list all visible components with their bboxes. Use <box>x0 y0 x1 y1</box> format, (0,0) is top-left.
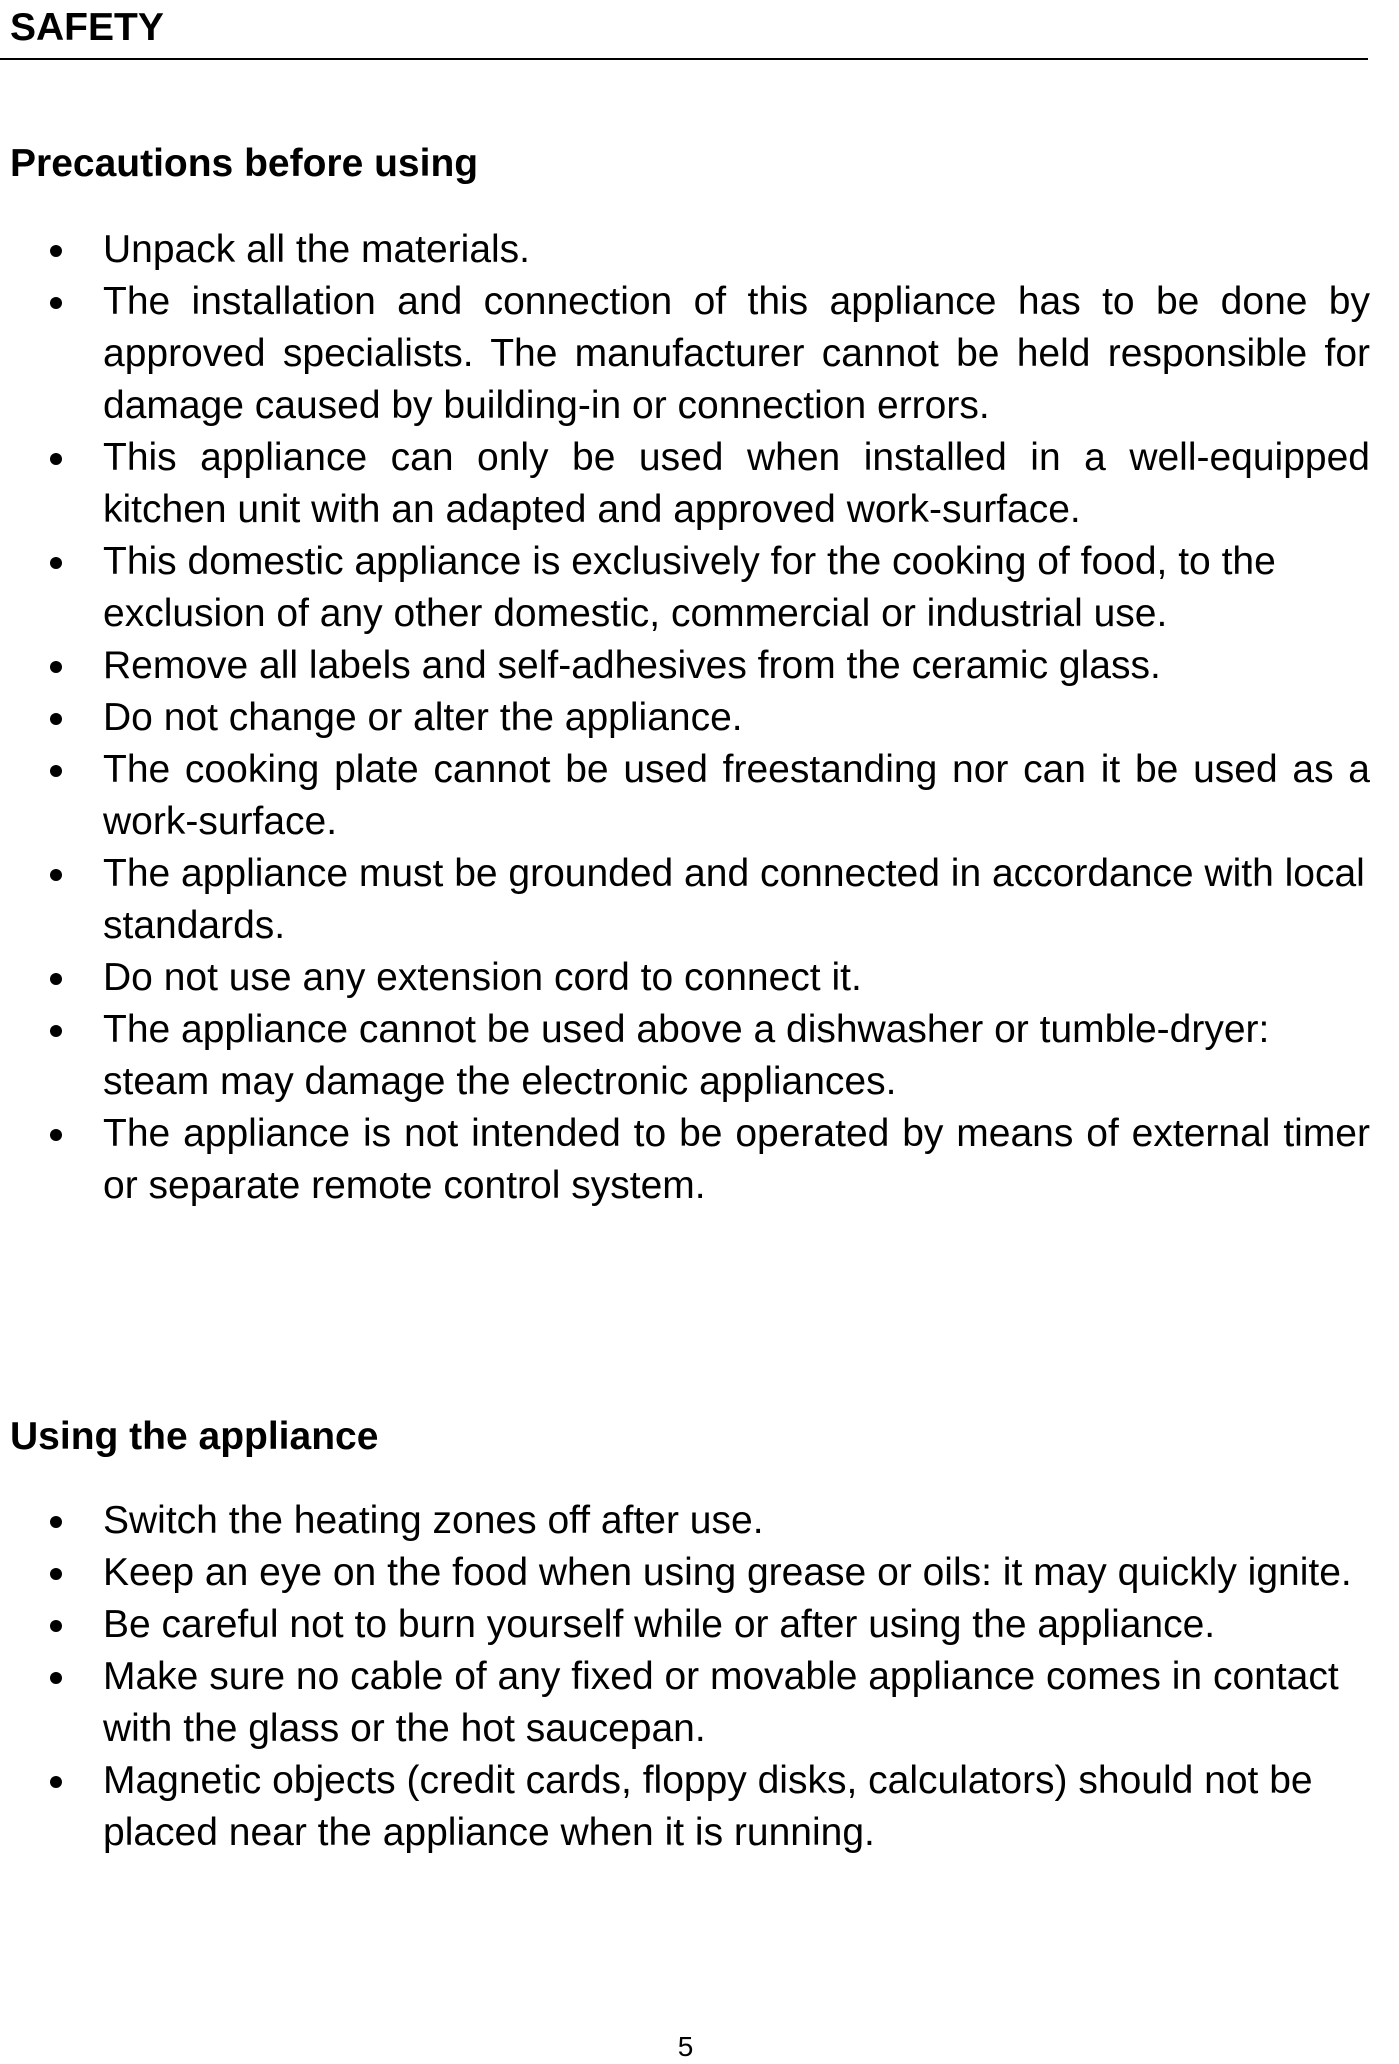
list-item-text: Do not change or alter the appliance. <box>103 696 743 739</box>
bullet-icon <box>50 1516 62 1528</box>
bullet-icon <box>50 869 62 881</box>
list-item <box>0 1599 1370 1651</box>
list-item <box>0 276 1370 432</box>
list-item-text: Switch the heating zones off after use. <box>103 1499 764 1542</box>
list-item-text: Be careful not to burn yourself while or after using the appliance. <box>103 1603 1216 1646</box>
list-item <box>0 744 1370 848</box>
list-item-text: Make sure no cable of any fixed or movable appliance comes in contact with the glass or the hot saucepan. <box>103 1655 1339 1750</box>
list-item <box>0 848 1370 952</box>
list-item <box>0 1108 1370 1212</box>
list-item <box>0 224 1370 276</box>
bullet-icon <box>50 1568 62 1580</box>
list-item-text: Remove all labels and self-adhesives from the ceramic glass. <box>103 644 1161 687</box>
title-divider <box>0 58 1368 60</box>
list-item-text: Unpack all the materials. <box>103 228 531 271</box>
bullet-icon <box>50 1025 62 1037</box>
section-heading-using: Using the appliance <box>10 1415 379 1458</box>
list-item <box>0 692 1370 744</box>
list-item-text: The installation and connection of this appliance has to be done by approved specialists. The manufacturer cannot be held responsible for damage caused by building-in or connection errors. <box>103 280 1370 427</box>
page-title: SAFETY <box>10 6 164 49</box>
using-list <box>0 1495 1370 1859</box>
list-item-text: The appliance is not intended to be operated by means of external timer or separate remote control system. <box>103 1112 1370 1207</box>
list-item-text: The appliance cannot be used above a dishwasher or tumble-dryer: steam may damage the electronic appliances. <box>103 1008 1270 1103</box>
list-item-text: Keep an eye on the food when using grease or oils: it may quickly ignite. <box>103 1551 1352 1594</box>
list-item-text: This appliance can only be used when installed in a well-equipped kitchen unit with an adapted and approved work-surface. <box>103 436 1370 531</box>
bullet-icon <box>50 557 62 569</box>
bullet-icon <box>50 245 62 257</box>
list-item <box>0 640 1370 692</box>
bullet-icon <box>50 661 62 673</box>
bullet-icon <box>50 1129 62 1141</box>
page-number: 5 <box>677 2031 694 2062</box>
bullet-icon <box>50 453 62 465</box>
list-item <box>0 1755 1370 1859</box>
bullet-icon <box>50 973 62 985</box>
list-item <box>0 1004 1370 1108</box>
bullet-icon <box>50 765 62 777</box>
list-item-text: Magnetic objects (credit cards, floppy disks, calculators) should not be placed near the appliance when it is running. <box>103 1759 1313 1854</box>
list-item <box>0 1495 1370 1547</box>
list-item <box>0 1651 1370 1755</box>
precautions-list <box>0 224 1370 1212</box>
bullet-icon <box>50 1672 62 1684</box>
list-item-text: This domestic appliance is exclusively for the cooking of food, to the exclusion of any other domestic, commercial or industrial use. <box>103 540 1276 635</box>
section-heading-precautions: Precautions before using <box>10 142 479 185</box>
list-item <box>0 536 1370 640</box>
list-item <box>0 432 1370 536</box>
list-item <box>0 1547 1370 1599</box>
bullet-icon <box>50 713 62 725</box>
bullet-icon <box>50 1776 62 1788</box>
list-item-text: The cooking plate cannot be used freestanding nor can it be used as a work-surface. <box>103 748 1370 843</box>
list-item-text: The appliance must be grounded and connected in accordance with local standards. <box>103 852 1365 947</box>
list-item <box>0 952 1370 1004</box>
list-item-text: Do not use any extension cord to connect it. <box>103 956 862 999</box>
bullet-icon <box>50 1620 62 1632</box>
bullet-icon <box>50 297 62 309</box>
